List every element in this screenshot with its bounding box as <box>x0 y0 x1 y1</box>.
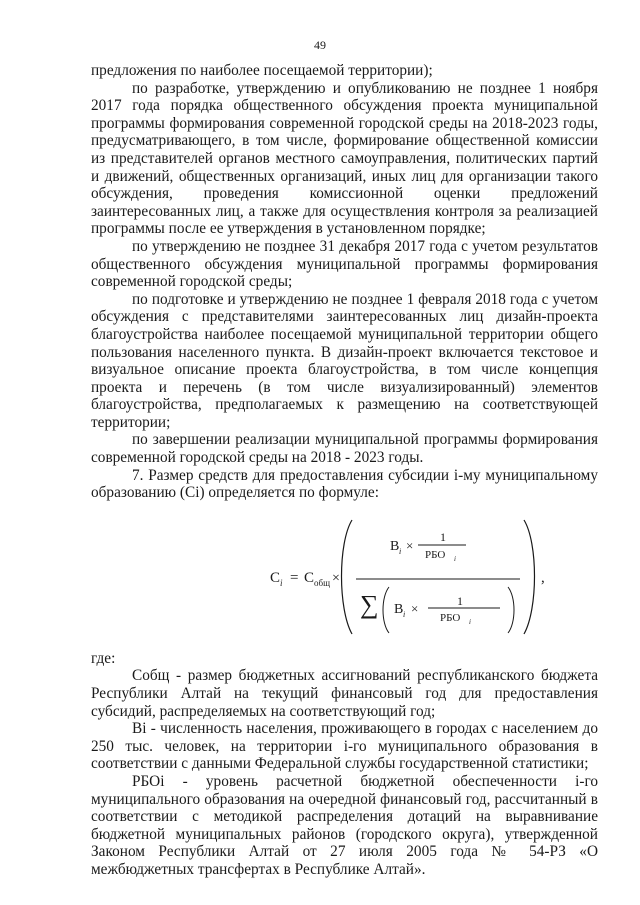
denom-rbo-sub: i <box>469 617 471 626</box>
formula-coef-sub: общ <box>314 577 331 588</box>
paragraph: 7. Размер средств для предоставления субсидии i-му муниципальному образованию (Ci) определяется по формуле: <box>91 466 598 502</box>
denom-B: B <box>394 601 404 617</box>
formula-lhs: C <box>270 569 281 586</box>
num-B-sub: i <box>399 546 402 556</box>
formula-lhs-sub: i <box>280 577 283 588</box>
num-rbo: РБО <box>425 548 446 561</box>
num-rbo-sub: i <box>454 554 456 563</box>
paragraph: где: <box>91 649 116 667</box>
paragraphs-before-formula <box>91 62 598 502</box>
paragraph: предложения по наиболее посещаемой территории); <box>91 62 433 79</box>
formula-coef: C <box>304 569 315 586</box>
denom-rbo: РБО <box>440 611 461 624</box>
denom-one: 1 <box>457 593 463 608</box>
paragraph: по разработке, утверждению и опубликованию не позднее 1 ноября 2017 года порядка общественного обсуждения проекта муниципальной программы формирования современной городской среды на 2018-2023 годы, предусматривающего, в том числе, формирование общественной комиссии из представителей органов местного самоуправления, политических партий и движений, общественных организаций, иных лиц для организации такого обсуждения, проведения комиссионной оценки предложений заинтересованных лиц, а также для осуществления контроля за реализацией программы после ее утверждения в установленном порядке; <box>91 79 598 238</box>
num-one: 1 <box>440 529 446 544</box>
page-number: 49 <box>314 38 326 52</box>
document-body <box>91 62 598 879</box>
num-B: B <box>390 538 400 554</box>
subsidy-formula <box>268 513 558 640</box>
outer-right-paren <box>524 520 535 634</box>
paragraph: по завершении реализации муниципальной программы формирования современной городской среды на 2018 - 2023 годы. <box>91 431 598 467</box>
formula-trailing-comma: , <box>541 569 545 586</box>
formula-times: × <box>332 570 340 586</box>
denom-right-paren <box>508 587 514 633</box>
num-times: × <box>406 537 414 553</box>
paragraph: Cобщ - размер бюджетных ассигнований республиканского бюджета Республики Алтай на текущий финансовый год для предоставления субсидий, распределяемых на соответствующий год; <box>91 667 598 720</box>
paragraph: РБОi - уровень расчетной бюджетной обеспеченности i-го муниципального образования на очередной финансовый год, рассчитанный в соответствии с методикой распределения дотаций на выравнивание бюджетной муниципальных районов (городского округа), утвержденной Законом Республики Алтай от 27 июля 2005 года № 54-РЗ «О межбюджетных трансфертах в Республике Алтай». <box>91 773 598 878</box>
paragraphs-after-formula <box>91 650 598 879</box>
paragraph: по утверждению не позднее 31 декабря 2017 года с учетом результатов общественного обсуждения муниципальной программы формирования современной городской среды; <box>91 237 598 291</box>
paragraph: по подготовке и утверждению не позднее 1 февраля 2018 года с учетом обсуждения с представителями заинтересованных лиц дизайн-проекта благоустройства наиболее посещаемой муниципальной территории общего пользования населенного пункта. В дизайн-проект включается текстовое и визуальное описание проекта благоустройства, в том числе концепция проекта и перечень (в том числе визуализированный) элементов благоустройства, предполагаемых к размещению на соответствующей территории; <box>91 290 598 431</box>
formula-equals: = <box>290 569 299 586</box>
denom-times: × <box>411 600 419 616</box>
denom-B-sub: i <box>403 609 406 619</box>
denom-left-paren <box>383 587 389 633</box>
formula-block <box>91 513 598 640</box>
paragraph: Bi - численность населения, проживающего в городах с населением до 250 тыс. человек, на территории i-го муниципального образования в соответствии с данными Федеральной службы государственной статистики; <box>91 720 598 773</box>
denom-sum-sign: ∑ <box>360 589 379 619</box>
outer-left-paren <box>342 520 353 634</box>
